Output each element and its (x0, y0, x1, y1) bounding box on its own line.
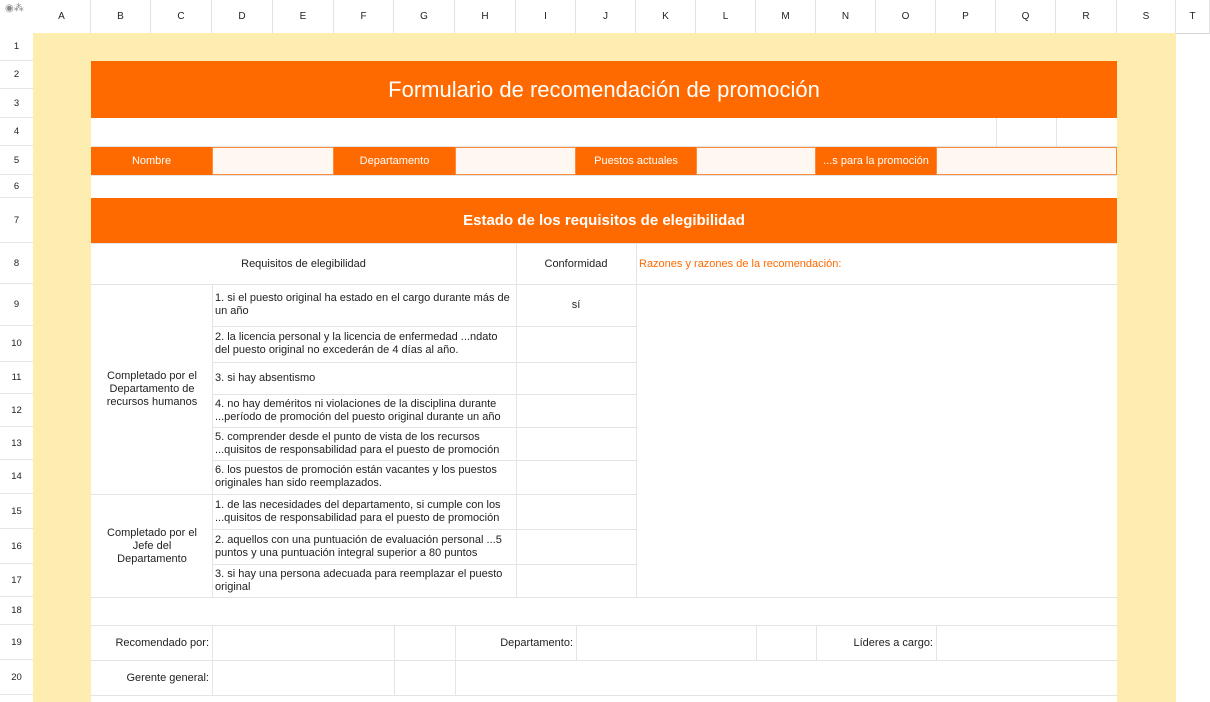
requirements-header: Requisitos de elegibilidad (241, 258, 366, 270)
grid-line (91, 625, 1117, 626)
cell-divider (1056, 118, 1057, 146)
current-position-input[interactable] (696, 147, 816, 175)
dept-head-group-label: Completado por el Jefe del Departamento (107, 527, 197, 565)
row-header-16[interactable]: 16 (0, 529, 33, 564)
section-title[interactable]: Estado de los requisitos de elegibilidad (91, 198, 1117, 243)
grid-line (212, 427, 636, 428)
grid-line (91, 597, 1117, 598)
column-header-d[interactable]: D (212, 0, 273, 33)
column-header-f[interactable]: F (334, 0, 394, 33)
current-position-label: Puestos actuales (576, 147, 696, 175)
row-header-11[interactable]: 11 (0, 362, 33, 394)
department-label: Departamento (334, 147, 455, 175)
column-header-j[interactable]: J (576, 0, 636, 33)
row-header-6[interactable]: 6 (0, 175, 33, 198)
grid-line (816, 625, 817, 660)
row-header-7[interactable]: 7 (0, 198, 33, 243)
row-header-4[interactable]: 4 (0, 118, 33, 146)
grid-line (212, 284, 213, 597)
grid-line (212, 326, 636, 327)
requirement-text: 3. si hay absentismo (215, 371, 316, 384)
row-header-18[interactable]: 18 (0, 597, 33, 625)
leaders-label: Líderes a cargo: (853, 637, 933, 649)
column-header-k[interactable]: K (636, 0, 696, 33)
column-header-g[interactable]: G (394, 0, 455, 33)
grid-line (455, 660, 456, 695)
name-input[interactable] (212, 147, 334, 175)
column-header-i[interactable]: I (516, 0, 576, 33)
column-header-h[interactable]: H (455, 0, 516, 33)
column-header-m[interactable]: M (756, 0, 816, 33)
column-header-bar (0, 0, 1210, 34)
grid-line (212, 460, 636, 461)
requirement-text: 3. si hay una persona adecuada para reemplazar el puesto original (215, 567, 503, 593)
promotion-input[interactable] (936, 147, 1117, 175)
grid-line (91, 494, 636, 495)
column-header-n[interactable]: N (816, 0, 876, 33)
column-header-a[interactable]: A (33, 0, 91, 33)
requirement-text: 1. de las necesidades del departamento, si cumple con los ...quisitos de responsabilidad para el puesto de promoción (215, 498, 501, 524)
column-header-l[interactable]: L (696, 0, 756, 33)
grid-line (91, 695, 1117, 696)
form-title[interactable]: Formulario de recomendación de promoción (91, 61, 1117, 118)
column-header-s[interactable]: S (1117, 0, 1176, 33)
grid-line (936, 625, 937, 660)
row-header-13[interactable]: 13 (0, 427, 33, 460)
grid-line (212, 394, 636, 395)
column-header-p[interactable]: P (936, 0, 996, 33)
row-header-5[interactable]: 5 (0, 146, 33, 175)
grid-line (212, 660, 213, 695)
eye-icon[interactable]: ◉ (5, 3, 14, 14)
promotion-label: ...s para la promoción (816, 147, 936, 175)
row-header-12[interactable]: 12 (0, 394, 33, 427)
sheet-corner[interactable] (5, 4, 24, 14)
grid-line (516, 243, 517, 597)
row-header-17[interactable]: 17 (0, 564, 33, 597)
recommended-by-label: Recomendado por: (115, 637, 209, 649)
grid-line (394, 660, 395, 695)
requirement-text: 2. aquellos con una puntuación de evaluación personal ...5 puntos y una puntuación integral superior a 80 puntos (215, 533, 502, 559)
grid-line (394, 625, 395, 660)
row-header-2[interactable]: 2 (0, 61, 33, 89)
grid-line (576, 625, 577, 660)
requirement-text: 2. la licencia personal y la licencia de enfermedad ...ndato del puesto original no excederán de 4 días al año. (215, 331, 498, 356)
footer-department-label: Departamento: (500, 637, 573, 649)
row-header-1[interactable]: 1 (0, 33, 33, 61)
column-header-o[interactable]: O (876, 0, 936, 33)
row-header-3[interactable]: 3 (0, 89, 33, 118)
column-header-b[interactable]: B (91, 0, 151, 33)
column-header-t[interactable]: T (1176, 0, 1210, 33)
row-header-9[interactable]: 9 (0, 284, 33, 326)
row-header-19[interactable]: 19 (0, 625, 33, 660)
freeze-icon[interactable]: ⁂ (13, 3, 24, 14)
grid-line (212, 529, 636, 530)
general-manager-label: Gerente general: (126, 672, 209, 684)
grid-line (91, 660, 1117, 661)
row-header-10[interactable]: 10 (0, 326, 33, 362)
department-input[interactable] (455, 147, 576, 175)
requirement-text: 1. si el puesto original ha estado en el cargo durante más de un año (215, 292, 510, 317)
row-header-8[interactable]: 8 (0, 243, 33, 284)
compliance-header: Conformidad (544, 258, 608, 270)
hr-group-label: Completado por el Departamento de recursos humanos (106, 370, 198, 408)
grid-line (756, 625, 757, 660)
name-label: Nombre (91, 147, 212, 175)
grid-line (91, 243, 1117, 244)
requirement-text: 5. comprender desde el punto de vista de los recursos ...quisitos de responsabilidad para el puesto de promoción (215, 430, 500, 456)
reasons-header: Razones y razones de la recomendación: (639, 258, 842, 270)
grid-line (91, 175, 1117, 176)
cell-divider (996, 118, 997, 146)
grid-line (212, 362, 636, 363)
column-header-r[interactable]: R (1056, 0, 1117, 33)
grid-line (91, 284, 1117, 285)
row-1-fill (91, 33, 1117, 61)
grid-line (636, 243, 637, 597)
grid-line (212, 564, 636, 565)
row-header-15[interactable]: 15 (0, 494, 33, 529)
column-header-c[interactable]: C (151, 0, 212, 33)
column-s-fill (1117, 33, 1176, 702)
row-header-20[interactable]: 20 (0, 660, 33, 695)
requirement-compliance[interactable]: sí (571, 299, 581, 311)
row-header-14[interactable]: 14 (0, 460, 33, 494)
column-header-e[interactable]: E (273, 0, 334, 33)
requirement-text: 6. los puestos de promoción están vacantes y los puestos originales han sido reemplazados. (215, 464, 497, 489)
grid-line (212, 625, 213, 660)
column-a-fill (33, 33, 91, 702)
requirement-text: 4. no hay deméritos ni violaciones de la disciplina durante ...período de promoción del puesto original durante un año (215, 397, 501, 423)
column-header-q[interactable]: Q (996, 0, 1056, 33)
